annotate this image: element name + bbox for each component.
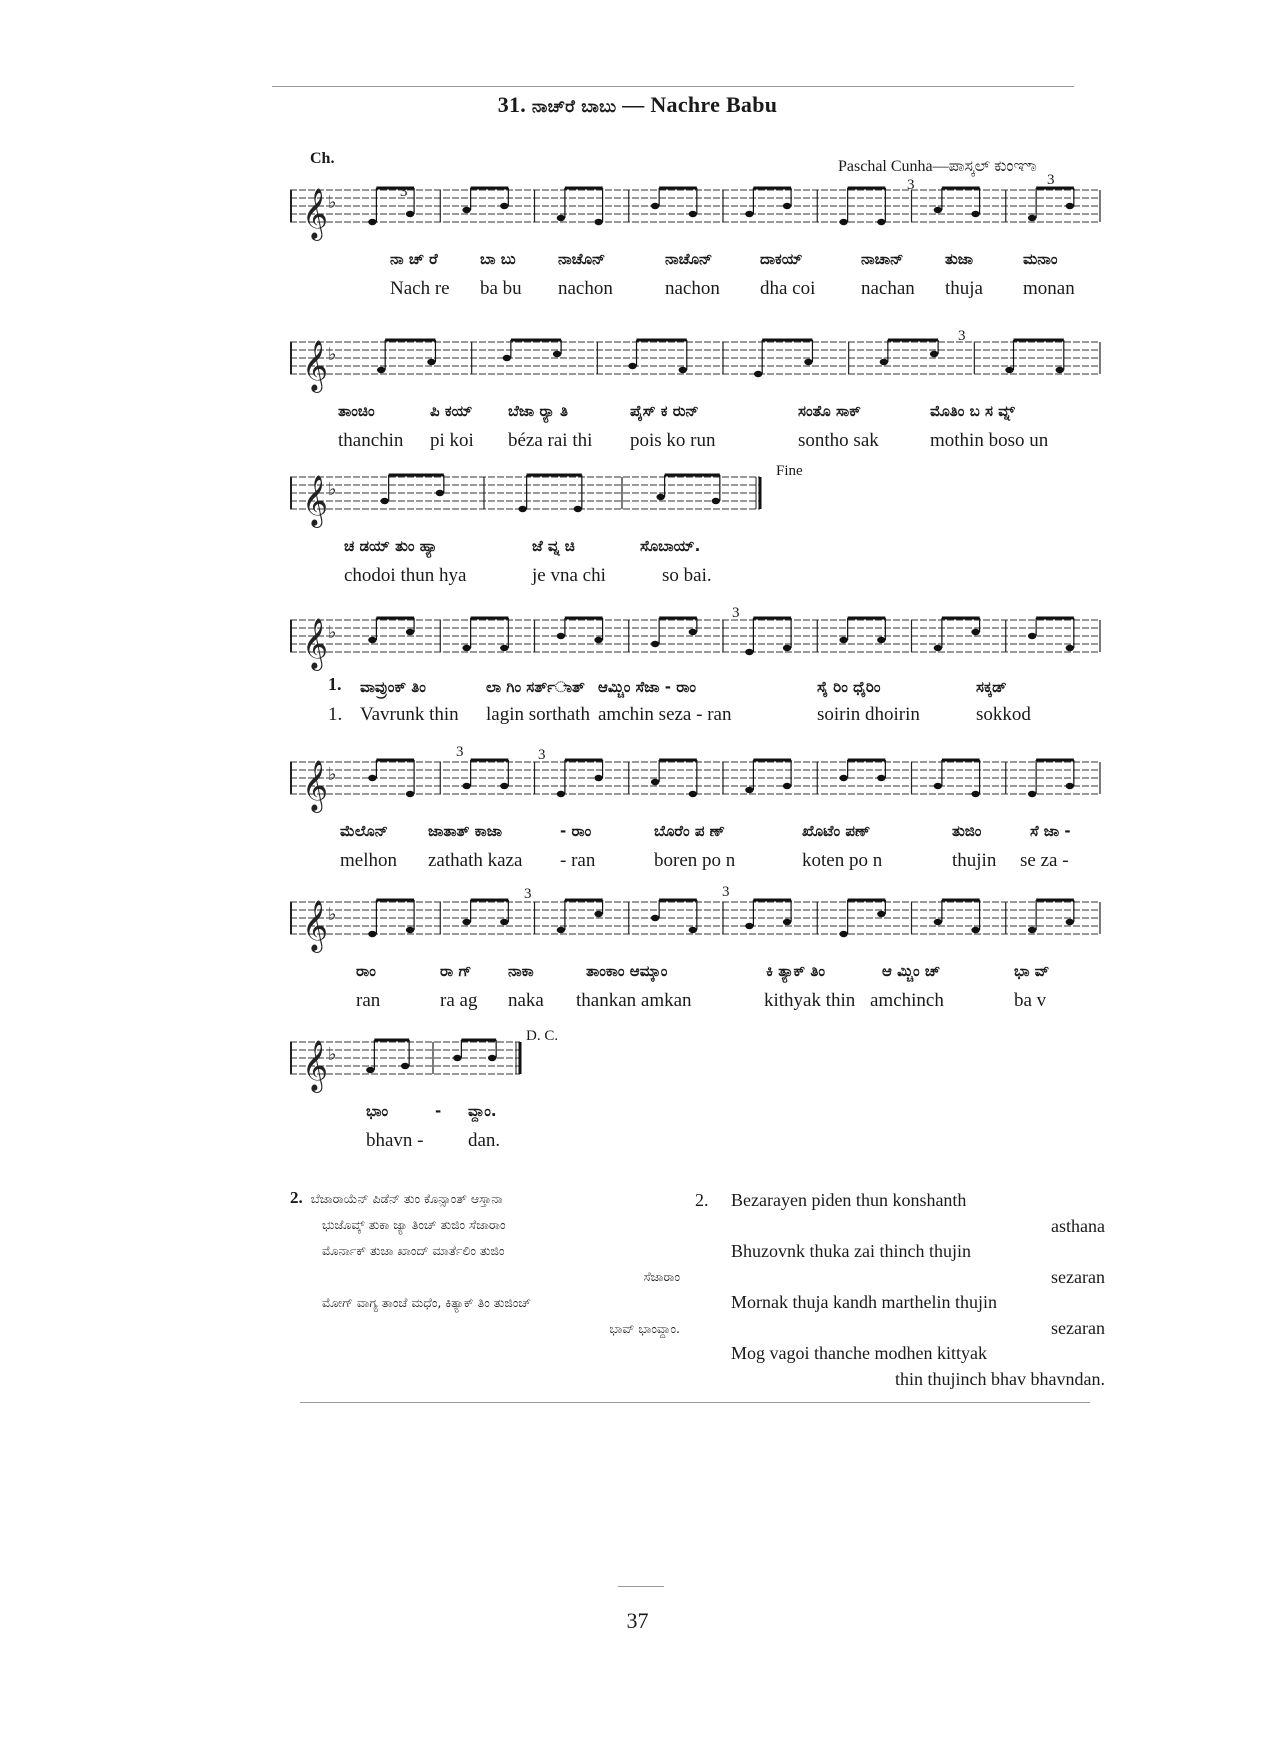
- note-head: [628, 363, 636, 369]
- latin-lyric: so bai.: [662, 565, 712, 586]
- verse-line: thin thujinch bhav bhavndan.: [895, 1368, 1105, 1389]
- latin-lyric: thujin: [952, 850, 997, 871]
- kannada-lyric: ಲಾ ಗಿಂ ಸರ್ತ್ಾತ್: [486, 678, 585, 696]
- staff-system-1: [290, 172, 1100, 318]
- note-head: [877, 775, 885, 781]
- verse-line: sezaran: [1051, 1266, 1105, 1287]
- fine-mark: Fine: [776, 463, 803, 479]
- staff-system-2: [290, 330, 1100, 470]
- latin-lyric: ba bu: [480, 278, 522, 299]
- latin-lyric: thanchin: [338, 430, 404, 451]
- page-number: 37: [626, 1608, 649, 1633]
- dc-mark: D. C.: [526, 1028, 559, 1044]
- note-head: [877, 637, 885, 643]
- note-head: [594, 911, 602, 917]
- kannada-lyric: ಆಮ್ಚಿಂ ಸೆಜಾ - ರಾಂ: [598, 678, 697, 696]
- kannada-lyric: ಭಾಂ: [366, 1102, 389, 1120]
- triplet-mark: 3: [400, 184, 408, 200]
- note-head: [401, 1063, 409, 1069]
- kannada-lyric: ಸೈ ರಿಂ ಧೈರಿಂ: [817, 678, 881, 696]
- triplet-mark: 3: [722, 884, 730, 900]
- latin-lyric: amchinch: [870, 990, 944, 1011]
- kannada-lyric: ದಾಕಯ್: [760, 250, 803, 268]
- verse-number: 2.: [290, 1188, 303, 1207]
- note-head: [500, 919, 508, 925]
- kannada-lyric: 1.: [328, 674, 342, 694]
- triplet-mark: 3: [538, 747, 546, 763]
- note-head: [1066, 919, 1074, 925]
- kannada-lyric: - ರಾಂ: [560, 822, 592, 840]
- note-head: [1028, 633, 1036, 639]
- note-head: [406, 211, 414, 217]
- kannada-lyric: ಬೊರೆಂ ಪ ಣ್: [654, 822, 725, 840]
- kannada-lyric: ರಾ ಗ್: [440, 962, 472, 980]
- kannada-lyric: ಖೊಟೆಂ ಪಣ್: [802, 822, 871, 840]
- note-head: [427, 359, 435, 365]
- verse-line-text: ಬೆಜಾರಾಯೆನ್ ಪಿಡೆನ್ ತುಂ ಕೊನ್ಸಾಂತ್ ಆಸ್ತಾನಾ: [310, 1191, 503, 1206]
- note-head: [839, 637, 847, 643]
- note-head: [557, 215, 565, 221]
- music-staff: [290, 330, 1100, 400]
- verse-line: Bhuzovnk thuka zai thinch thujin: [731, 1241, 971, 1261]
- latin-lyric: 1.: [328, 704, 343, 725]
- latin-lyric: chodoi thun hya: [344, 565, 467, 586]
- flat-icon: ♭: [328, 1044, 337, 1065]
- note-head: [934, 645, 942, 651]
- note-head: [368, 775, 376, 781]
- note-head: [377, 367, 385, 373]
- note-head: [368, 637, 376, 643]
- composer-credit: Paschal Cunha—ಪಾಸ್ಕಲ್ ಕುಂಞಾ: [838, 158, 1037, 175]
- note-head: [436, 490, 444, 496]
- note-head: [462, 207, 470, 213]
- note-head: [880, 359, 888, 365]
- note-head: [754, 371, 762, 377]
- verse-line: ಸೆಜಾರಾಂ: [643, 1269, 680, 1284]
- note-head: [839, 775, 847, 781]
- note-head: [783, 645, 791, 651]
- triplet-mark: 3: [958, 328, 966, 344]
- kannada-lyric: ತುಜಾ: [945, 250, 974, 268]
- music-staff: [290, 890, 1100, 960]
- note-head: [1066, 783, 1074, 789]
- treble-clef-icon: 𝄞: [302, 475, 329, 526]
- note-head: [1028, 791, 1036, 797]
- latin-lyric: dan.: [468, 1130, 501, 1151]
- latin-lyric: boren po n: [654, 850, 736, 871]
- verse-line-text: Bezarayen piden thun konshanth: [731, 1190, 967, 1210]
- note-head: [503, 355, 511, 361]
- note-head: [462, 783, 470, 789]
- kannada-lyric: ಸೊಬಾಯ್.: [640, 537, 701, 555]
- note-head: [406, 927, 414, 933]
- note-head: [934, 919, 942, 925]
- page-number-rule: [618, 1586, 664, 1587]
- latin-lyric: pi koi: [430, 430, 474, 451]
- staff-system-7: [290, 1030, 590, 1170]
- kannada-lyric: ನಾಚಾನ್: [861, 250, 904, 268]
- kannada-lyric: ಚ ಡಯ್ ತುಂ ಹ್ಯಾ: [344, 537, 438, 555]
- note-head: [745, 211, 753, 217]
- triplet-mark: 3: [907, 177, 915, 193]
- kannada-lyric: ಬಾ ಬು: [480, 250, 516, 268]
- latin-lyric: dha coi: [760, 278, 816, 299]
- latin-lyric: Nach re: [390, 278, 450, 299]
- treble-clef-icon: 𝄞: [302, 760, 329, 811]
- note-head: [1005, 367, 1013, 373]
- note-head: [745, 787, 753, 793]
- latin-lyric: kithyak thin: [764, 990, 856, 1011]
- triplet-mark: 3: [456, 744, 464, 760]
- latin-lyric: - ran: [560, 850, 596, 871]
- note-head: [712, 498, 720, 504]
- latin-lyric: koten po n: [802, 850, 883, 871]
- note-head: [500, 783, 508, 789]
- verse-line: ಭುಜೊವ್ಕ್ ತುಕಾ ಜ್ಯಾ ತಿಂಚ್ ತುಜಿಂ ಸೆಜಾರಾಂ: [322, 1217, 506, 1232]
- flat-icon: ♭: [328, 344, 337, 365]
- note-head: [380, 498, 388, 504]
- note-head: [651, 779, 659, 785]
- verse-line: Mornak thuja kandh marthelin thujin: [731, 1292, 997, 1312]
- treble-clef-icon: 𝄞: [302, 340, 329, 391]
- kannada-lyric: -: [435, 1102, 442, 1120]
- note-head: [1028, 927, 1036, 933]
- kannada-lyric: ಮೆಲೊನ್: [340, 822, 388, 840]
- kannada-lyric: ಜಾತಾತ್ ಕಾಜಾ: [428, 822, 503, 840]
- kannada-lyric: ಕಿ ತ್ಯಾಕ್ ತಿಂ: [766, 962, 825, 980]
- latin-lyric: ba v: [1014, 990, 1047, 1011]
- kannada-lyric: ಮೊತಿಂ ಬ ಸ ವ್ನ್: [930, 402, 1015, 420]
- latin-lyric: zathath kaza: [428, 850, 523, 871]
- kannada-lyric: ಪಿ ಕಯ್: [430, 402, 473, 420]
- title-dash: —: [622, 92, 645, 117]
- note-head: [651, 915, 659, 921]
- kannada-lyric: ಆ ಮ್ಚಿಂ ಚ್: [882, 962, 940, 980]
- flat-icon: ♭: [328, 192, 337, 213]
- chorus-label: Ch.: [310, 150, 335, 167]
- note-head: [406, 791, 414, 797]
- latin-lyric: pois ko run: [630, 430, 716, 451]
- note-head: [689, 211, 697, 217]
- verse-line: [290, 1185, 680, 1212]
- latin-lyric: naka: [508, 990, 544, 1011]
- latin-lyric: amchin seza - ran: [598, 704, 732, 725]
- verse-2-kannada: [290, 1185, 680, 1342]
- treble-clef-icon: 𝄞: [302, 900, 329, 951]
- note-head: [1066, 203, 1074, 209]
- latin-lyric: ra ag: [440, 990, 478, 1011]
- note-head: [934, 207, 942, 213]
- note-head: [368, 931, 376, 937]
- kannada-lyric: ಜೆ ವ್ನ ಚಿ: [532, 537, 575, 555]
- triplet-mark: 3: [524, 886, 532, 902]
- latin-lyric: nachan: [861, 278, 915, 299]
- note-head: [971, 791, 979, 797]
- treble-clef-icon: 𝄞: [302, 1040, 329, 1091]
- note-head: [462, 645, 470, 651]
- note-head: [877, 911, 885, 917]
- music-staff: [290, 178, 1100, 248]
- latin-lyric: melhon: [340, 850, 397, 871]
- treble-clef-icon: 𝄞: [302, 188, 329, 239]
- music-staff: [290, 465, 760, 535]
- note-head: [930, 351, 938, 357]
- note-head: [574, 506, 582, 512]
- latin-lyric: bhavn -: [366, 1130, 424, 1151]
- note-head: [406, 629, 414, 635]
- verse-line: asthana: [1051, 1215, 1105, 1236]
- note-head: [971, 927, 979, 933]
- kannada-lyric: ಬೆಜಾ ರ್‍ಯಾ ತಿ: [508, 402, 568, 420]
- note-head: [1028, 215, 1036, 221]
- verse-line: ಮೊರ್ನಾಕ್ ತುಜಾ ಖಾಂದ್ ಮಾರ್ತೆಲಿಂ ತುಜಿಂ: [322, 1243, 505, 1258]
- kannada-lyric: ವಾವ್ರುಂಕ್ ತಿಂ: [360, 678, 426, 696]
- kannada-lyric: ನಾ ಚ್ ರೆ: [390, 250, 438, 268]
- latin-lyric: sokkod: [976, 704, 1031, 725]
- kannada-lyric: ಪೈಸ್ ಕ ರುನ್: [630, 402, 699, 420]
- song-number: 31.: [497, 92, 527, 117]
- latin-lyric: ran: [356, 990, 381, 1011]
- bottom-rule: [300, 1402, 1090, 1403]
- verse-line: ಭಾವ್ ಭಾಂವ್ದಾಂ.: [609, 1321, 680, 1336]
- latin-lyric: se za -: [1020, 850, 1069, 871]
- music-staff: [290, 608, 1100, 678]
- note-head: [500, 645, 508, 651]
- verse-line: [695, 1188, 1105, 1214]
- kannada-lyric: ರಾಂ: [356, 962, 376, 980]
- note-head: [594, 775, 602, 781]
- note-head: [557, 927, 565, 933]
- note-head: [368, 219, 376, 225]
- kannada-lyric: ತಾಂಚಿಂ: [338, 402, 375, 420]
- note-head: [689, 791, 697, 797]
- latin-lyric: sontho sak: [798, 430, 879, 451]
- note-head: [553, 351, 561, 357]
- verse-line: sezaran: [1051, 1317, 1105, 1338]
- note-head: [679, 367, 687, 373]
- kannada-lyric: ಸೆ ಜಾ -: [1030, 822, 1071, 840]
- note-head: [971, 629, 979, 635]
- note-head: [934, 783, 942, 789]
- triplet-mark: 3: [1047, 172, 1055, 188]
- staff-system-5: [290, 744, 1100, 890]
- verse-line: ಮೋಗ್ ವಾಗ್ಯ ತಾಂಚೆ ಮಧೆಂ, ಕಿತ್ಯಾಕ್ ತಿಂ ತುಜಿಂಚ್: [322, 1295, 531, 1310]
- triplet-mark: 3: [732, 605, 740, 621]
- kannada-lyric: ಸಕ್ಕಡ್: [976, 678, 1007, 696]
- note-head: [804, 359, 812, 365]
- latin-lyric: lagin sorthath: [486, 704, 590, 725]
- latin-lyric: Vavrunk thin: [360, 704, 459, 725]
- note-head: [745, 649, 753, 655]
- kannada-lyric: ಭಾ ವ್: [1014, 962, 1050, 980]
- song-title: [0, 92, 1275, 118]
- kannada-lyric: ನಾಚೊನ್: [558, 250, 606, 268]
- staff-system-3: [290, 463, 803, 605]
- note-head: [488, 1055, 496, 1061]
- note-head: [839, 931, 847, 937]
- flat-icon: ♭: [328, 904, 337, 925]
- note-head: [971, 211, 979, 217]
- flat-icon: ♭: [328, 622, 337, 643]
- latin-lyric: nachon: [558, 278, 613, 299]
- song-title-kannada: ನಾಚ್‌ರೆ ಬಾಬು: [531, 97, 617, 117]
- verse-2-latin: [695, 1188, 1105, 1392]
- kannada-lyric: ನಾಚೊನ್: [665, 250, 713, 268]
- note-head: [839, 219, 847, 225]
- latin-lyric: béza rai thi: [508, 430, 593, 451]
- note-head: [877, 219, 885, 225]
- latin-lyric: thuja: [945, 278, 983, 299]
- treble-clef-icon: 𝄞: [302, 618, 329, 669]
- flat-icon: ♭: [328, 764, 337, 785]
- kannada-lyric: ಮನಾಂ: [1023, 250, 1058, 268]
- song-title-latin: Nachre Babu: [650, 92, 778, 117]
- note-head: [1056, 367, 1064, 373]
- note-head: [651, 641, 659, 647]
- music-staff: [290, 1030, 520, 1100]
- note-head: [656, 494, 664, 500]
- note-head: [453, 1055, 461, 1061]
- kannada-lyric: ವ್ದಾಂ.: [468, 1102, 497, 1120]
- staff-system-4: [290, 605, 1100, 748]
- verse-number: 2.: [695, 1190, 709, 1210]
- note-head: [783, 783, 791, 789]
- note-head: [651, 203, 659, 209]
- note-head: [689, 629, 697, 635]
- latin-lyric: mothin boso un: [930, 430, 1049, 451]
- latin-lyric: monan: [1023, 278, 1075, 299]
- kannada-lyric: ತುಜಿಂ: [952, 822, 982, 840]
- music-staff: [290, 750, 1100, 820]
- note-head: [518, 506, 526, 512]
- latin-lyric: je vna chi: [532, 565, 606, 586]
- note-head: [594, 637, 602, 643]
- kannada-lyric: ತಾಂಕಾಂ ಆಮ್ಕಾಂ: [586, 962, 668, 980]
- note-head: [500, 203, 508, 209]
- top-rule: [272, 86, 1074, 87]
- latin-lyric: nachon: [665, 278, 720, 299]
- staff-system-6: [290, 884, 1100, 1030]
- note-head: [557, 791, 565, 797]
- note-head: [594, 219, 602, 225]
- note-head: [689, 927, 697, 933]
- kannada-lyric: ಸಂತೊ ಸಾಕ್: [798, 402, 861, 420]
- flat-icon: ♭: [328, 479, 337, 500]
- note-head: [366, 1067, 374, 1073]
- latin-lyric: thankan amkan: [576, 990, 692, 1011]
- note-head: [783, 203, 791, 209]
- note-head: [783, 919, 791, 925]
- note-head: [557, 633, 565, 639]
- note-head: [462, 919, 470, 925]
- latin-lyric: soirin dhoirin: [817, 704, 920, 725]
- kannada-lyric: ನಾಕಾ: [508, 962, 534, 980]
- verse-line: Mog vagoi thanche modhen kittyak: [731, 1343, 987, 1363]
- note-head: [745, 923, 753, 929]
- note-head: [1066, 645, 1074, 651]
